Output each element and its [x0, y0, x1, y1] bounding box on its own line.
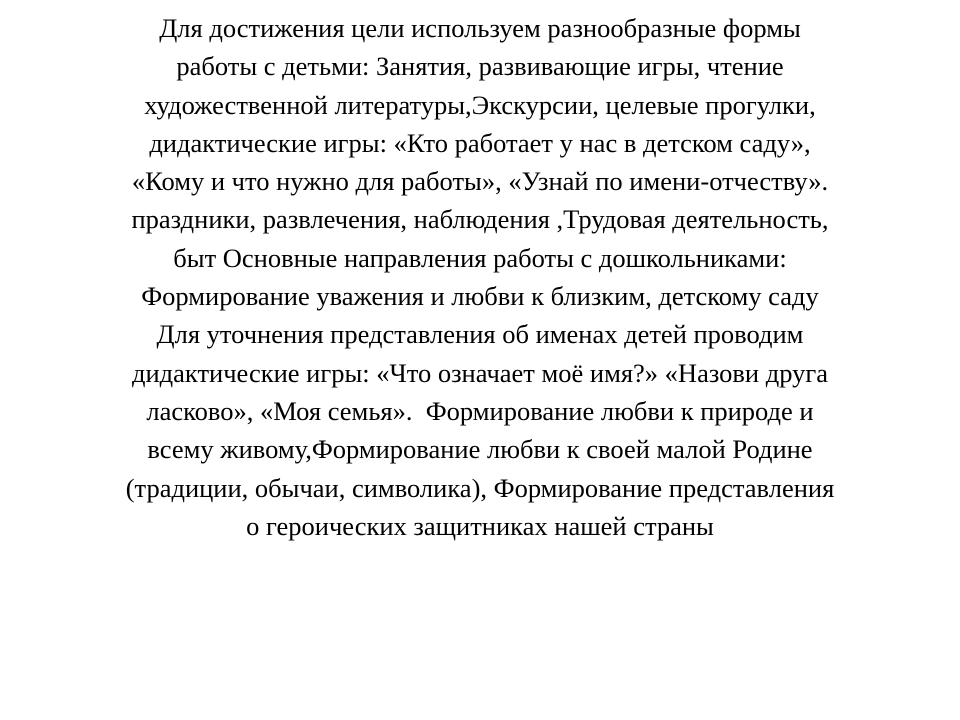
text-line-2: работы с детьми: Занятия, развивающие игры, чтение: [176, 51, 784, 82]
text-line-14: о героических защитниках нашей страны: [246, 510, 714, 541]
slide-body-text: [40, 9, 920, 545]
text-line-3: художественной литературы,Экскурсии, целевые прогулки,: [144, 89, 816, 120]
text-line-13: (традиции, обычаи, символика), Формирование представления: [125, 472, 835, 503]
text-line-4: дидактические игры: «Кто работает у нас в детском саду»,: [149, 127, 811, 158]
text-line-7: быт Основные направления работы с дошкольниками:: [173, 242, 787, 273]
text-line-11: ласково», «Моя семья». Формирование любви к природе и: [146, 395, 814, 426]
text-line-5: «Кому и что нужно для работы», «Узнай по имени-отчеству».: [131, 166, 829, 197]
text-line-10: дидактические игры: «Что означает моё имя?» «Назови друга: [132, 357, 828, 388]
text-line-6: праздники, развлечения, наблюдения ,Трудовая деятельность,: [131, 204, 829, 235]
text-line-9: Для уточнения представления об именах детей проводим: [156, 319, 804, 350]
text-line-12: всему живому,Формирование любви к своей малой Родине: [147, 434, 813, 465]
text-line-8: Формирование уважения и любви к близким, детскому саду: [141, 281, 819, 312]
text-line-1: Для достижения цели используем разнообразные формы: [159, 13, 801, 43]
